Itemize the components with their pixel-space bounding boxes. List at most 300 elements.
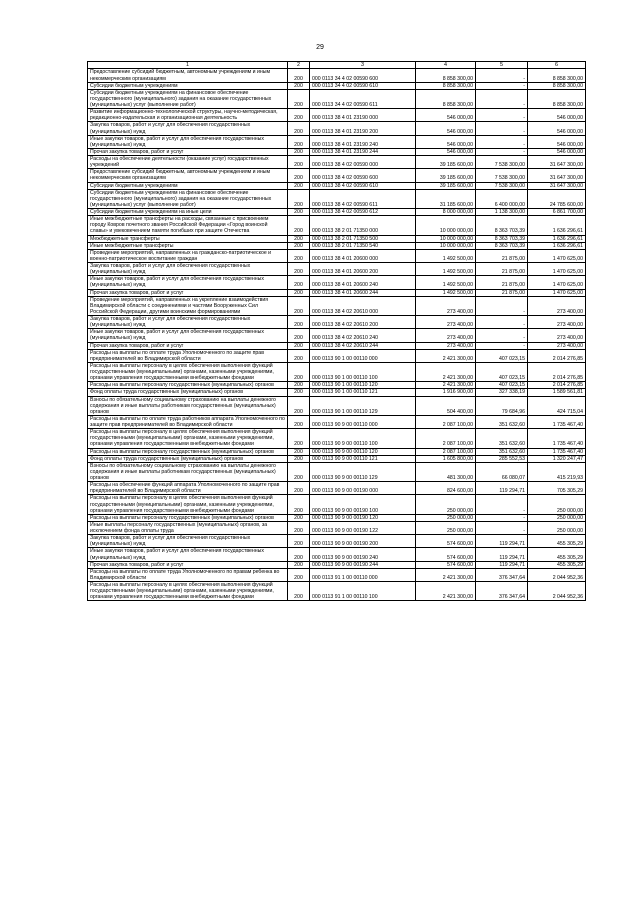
unexecuted-amount-cell: 31 647 300,00 <box>528 156 586 169</box>
table-row <box>88 235 586 242</box>
table-row <box>88 209 586 216</box>
unexecuted-amount-cell: 2 014 276,85 <box>528 382 586 389</box>
executed-amount-cell: 119 294,71 <box>476 548 528 561</box>
executed-amount-cell: 351 632,60 <box>476 415 528 428</box>
row-code-cell: 200 <box>288 462 310 481</box>
table-row <box>88 182 586 189</box>
budget-code-cell: 000 0113 90 9 00 00190 240 <box>310 548 416 561</box>
budget-code-cell: 000 0113 38 4 02 20610 240 <box>310 329 416 342</box>
executed-amount-cell: 407 023,15 <box>476 349 528 362</box>
table-row <box>88 514 586 521</box>
unexecuted-amount-cell: 1 320 247,47 <box>528 455 586 462</box>
approved-amount-cell: 10 000 000,00 <box>416 242 476 249</box>
row-code-cell: 200 <box>288 289 310 296</box>
unexecuted-amount-cell: 455 305,29 <box>528 561 586 568</box>
executed-amount-cell: - <box>476 329 528 342</box>
executed-amount-cell: - <box>476 495 528 514</box>
row-name-cell: Субсидии бюджетным учреждениям <box>88 182 288 189</box>
executed-amount-cell: 7 538 300,00 <box>476 182 528 189</box>
row-code-cell: 200 <box>288 582 310 601</box>
row-code-cell: 200 <box>288 548 310 561</box>
budget-code-cell: 000 0113 34 4 02 00590 611 <box>310 89 416 108</box>
approved-amount-cell: 1 605 800,00 <box>416 455 476 462</box>
approved-amount-cell: 8 858 300,00 <box>416 69 476 82</box>
table-row <box>88 582 586 601</box>
row-code-cell: 200 <box>288 216 310 235</box>
unexecuted-amount-cell: 1 589 561,81 <box>528 389 586 396</box>
approved-amount-cell: 574 600,00 <box>416 548 476 561</box>
budget-code-cell: 000 0113 38 4 01 20600 240 <box>310 276 416 289</box>
executed-amount-cell: 407 023,15 <box>476 362 528 381</box>
table-row <box>88 396 586 415</box>
row-name-cell: Иные закупки товаров, работ и услуг для обеспечения государственных (муниципальных) нужд <box>88 135 288 148</box>
budget-code-cell: 000 0113 91 1 00 00110 100 <box>310 582 416 601</box>
column-header: 3 <box>310 62 416 69</box>
executed-amount-cell: 66 080,07 <box>476 462 528 481</box>
budget-code-cell: 000 0113 38 4 01 20600 200 <box>310 263 416 276</box>
executed-amount-cell: - <box>476 82 528 89</box>
table-row <box>88 462 586 481</box>
unexecuted-amount-cell: 546 000,00 <box>528 135 586 148</box>
table-row <box>88 189 586 208</box>
table-row <box>88 89 586 108</box>
unexecuted-amount-cell: 250 000,00 <box>528 495 586 514</box>
row-code-cell: 200 <box>288 389 310 396</box>
row-name-cell: Предоставление субсидий бюджетным, автономным учреждениям и иным некоммерческим организациям <box>88 69 288 82</box>
approved-amount-cell: 574 600,00 <box>416 535 476 548</box>
row-code-cell: 200 <box>288 209 310 216</box>
approved-amount-cell: 2 087 100,00 <box>416 415 476 428</box>
budget-code-cell: 000 0113 90 9 00 00110 100 <box>310 429 416 448</box>
table-row <box>88 362 586 381</box>
row-name-cell: Расходы на выплаты персоналу в целях обеспечения выполнения функций государственными (муниципальными) органами, казенными учреждениями, органами управления государственными внебюджетными фондами <box>88 582 288 601</box>
row-name-cell: Иные закупки товаров, работ и услуг для обеспечения государственных (муниципальных) нужд <box>88 548 288 561</box>
unexecuted-amount-cell: 6 861 700,00 <box>528 209 586 216</box>
row-name-cell: Иные закупки товаров, работ и услуг для обеспечения государственных (муниципальных) нужд <box>88 276 288 289</box>
row-name-cell: Иные межбюджетные трансферты <box>88 242 288 249</box>
row-name-cell: Расходы на выплаты по оплате труда Уполномоченного по правам ребенка во Владимирской области <box>88 568 288 581</box>
budget-code-cell: 000 0113 90 1 00 00110 129 <box>310 396 416 415</box>
row-code-cell: 200 <box>288 169 310 182</box>
executed-amount-cell: 407 023,15 <box>476 382 528 389</box>
row-name-cell: Расходы на выплаты персоналу в целях обеспечения выполнения функций государственными (муниципальными) органами, казенными учреждениями, органами управления государственными внебюджетными фондами <box>88 495 288 514</box>
row-name-cell: Иные выплаты персоналу государственных (муниципальных) органов, за исключением фонда оплаты труда <box>88 521 288 534</box>
unexecuted-amount-cell: 273 400,00 <box>528 342 586 349</box>
row-code-cell: 200 <box>288 276 310 289</box>
executed-amount-cell: 21 875,00 <box>476 276 528 289</box>
unexecuted-amount-cell: 273 400,00 <box>528 296 586 315</box>
executed-amount-cell: - <box>476 109 528 122</box>
unexecuted-amount-cell: 1 636 296,61 <box>528 216 586 235</box>
row-name-cell: Закупка товаров, работ и услуг для обеспечения государственных (муниципальных) нужд <box>88 122 288 135</box>
executed-amount-cell: 119 294,71 <box>476 482 528 495</box>
row-code-cell: 200 <box>288 89 310 108</box>
unexecuted-amount-cell: 2 014 276,85 <box>528 349 586 362</box>
executed-amount-cell: 21 875,00 <box>476 249 528 262</box>
row-name-cell: Субсидии бюджетным учреждениям на финансовое обеспечение государственного (муниципального) задания на оказание государственных (муниципальных) услуг (выполнение работ) <box>88 89 288 108</box>
row-code-cell: 200 <box>288 495 310 514</box>
row-name-cell: Предоставление субсидий бюджетным, автономным учреждениям и иным некоммерческим организациям <box>88 169 288 182</box>
budget-code-cell: 000 0113 38 4 02 20610 000 <box>310 296 416 315</box>
row-code-cell: 200 <box>288 329 310 342</box>
row-code-cell: 200 <box>288 109 310 122</box>
budget-code-cell: 000 0113 38 2 01 71350 000 <box>310 216 416 235</box>
budget-code-cell: 000 0113 38 4 01 23190 000 <box>310 109 416 122</box>
unexecuted-amount-cell: 2 014 276,85 <box>528 362 586 381</box>
table-row <box>88 263 586 276</box>
row-name-cell: Закупка товаров, работ и услуг для обеспечения государственных (муниципальных) нужд <box>88 263 288 276</box>
executed-amount-cell: - <box>476 89 528 108</box>
unexecuted-amount-cell: 415 219,93 <box>528 462 586 481</box>
unexecuted-amount-cell: 546 000,00 <box>528 148 586 155</box>
row-name-cell: Прочая закупка товаров, работ и услуг <box>88 148 288 155</box>
row-code-cell: 200 <box>288 296 310 315</box>
budget-code-cell: 000 0113 38 4 02 20610 244 <box>310 342 416 349</box>
row-name-cell: Взносы по обязательному социальному страхованию на выплаты денежного содержания и иные выплаты работникам государственных (муниципальных) органов <box>88 396 288 415</box>
row-code-cell: 200 <box>288 235 310 242</box>
approved-amount-cell: 1 492 500,00 <box>416 263 476 276</box>
row-code-cell: 200 <box>288 156 310 169</box>
column-header: 5 <box>476 62 528 69</box>
executed-amount-cell: 119 294,71 <box>476 535 528 548</box>
unexecuted-amount-cell: 1 735 467,40 <box>528 448 586 455</box>
table-row <box>88 69 586 82</box>
unexecuted-amount-cell: 424 715,04 <box>528 396 586 415</box>
budget-code-cell: 000 0113 38 4 02 00590 000 <box>310 156 416 169</box>
approved-amount-cell: 2 421 300,00 <box>416 582 476 601</box>
unexecuted-amount-cell: 273 400,00 <box>528 316 586 329</box>
table-row <box>88 216 586 235</box>
table-row <box>88 242 586 249</box>
executed-amount-cell: - <box>476 148 528 155</box>
row-name-cell: Субсидии бюджетным учреждениям на иные цели <box>88 209 288 216</box>
budget-code-cell: 000 0113 90 9 00 00190 120 <box>310 514 416 521</box>
row-code-cell: 200 <box>288 561 310 568</box>
row-code-cell: 200 <box>288 514 310 521</box>
column-number-row <box>88 62 586 69</box>
table-row <box>88 276 586 289</box>
column-header: 4 <box>416 62 476 69</box>
row-code-cell: 200 <box>288 455 310 462</box>
table-row <box>88 521 586 534</box>
approved-amount-cell: 2 421 300,00 <box>416 568 476 581</box>
row-name-cell: Расходы на обеспечение функций аппарата Уполномоченного по защите прав предпринимателей во Владимирской области <box>88 482 288 495</box>
row-name-cell: Закупка товаров, работ и услуг для обеспечения государственных (муниципальных) нужд <box>88 535 288 548</box>
approved-amount-cell: 546 000,00 <box>416 122 476 135</box>
approved-amount-cell: 546 000,00 <box>416 109 476 122</box>
table-row <box>88 148 586 155</box>
executed-amount-cell: 351 632,60 <box>476 429 528 448</box>
approved-amount-cell: 2 421 300,00 <box>416 349 476 362</box>
budget-code-cell: 000 0113 90 1 00 00110 000 <box>310 349 416 362</box>
budget-code-cell: 000 0113 38 4 02 00590 612 <box>310 209 416 216</box>
row-code-cell: 200 <box>288 263 310 276</box>
approved-amount-cell: 824 600,00 <box>416 482 476 495</box>
budget-code-cell: 000 0113 38 4 01 23190 200 <box>310 122 416 135</box>
approved-amount-cell: 273 400,00 <box>416 316 476 329</box>
budget-code-cell: 000 0113 90 9 00 00190 200 <box>310 535 416 548</box>
budget-code-cell: 000 0113 90 9 00 00110 121 <box>310 455 416 462</box>
unexecuted-amount-cell: 546 000,00 <box>528 109 586 122</box>
executed-amount-cell: 8 363 703,39 <box>476 216 528 235</box>
executed-amount-cell: 79 684,96 <box>476 396 528 415</box>
row-name-cell: Расходы на выплаты персоналу государственных (муниципальных) органов <box>88 448 288 455</box>
approved-amount-cell: 10 000 000,00 <box>416 235 476 242</box>
approved-amount-cell: 31 185 600,00 <box>416 189 476 208</box>
row-name-cell: Расходы на выплаты персоналу государственных (муниципальных) органов <box>88 382 288 389</box>
row-code-cell: 200 <box>288 342 310 349</box>
row-code-cell: 200 <box>288 122 310 135</box>
table-row <box>88 448 586 455</box>
budget-code-cell: 000 0113 90 9 00 00190 244 <box>310 561 416 568</box>
row-code-cell: 200 <box>288 349 310 362</box>
budget-code-cell: 000 0113 90 9 00 00190 000 <box>310 482 416 495</box>
row-name-cell: Фонд оплаты труда государственных (муниципальных) органов <box>88 389 288 396</box>
row-name-cell: Прочая закупка товаров, работ и услуг <box>88 561 288 568</box>
approved-amount-cell: 250 000,00 <box>416 514 476 521</box>
table-row <box>88 289 586 296</box>
table-row <box>88 568 586 581</box>
row-name-cell: Расходы на выплаты персоналу государственных (муниципальных) органов <box>88 514 288 521</box>
executed-amount-cell: - <box>476 69 528 82</box>
unexecuted-amount-cell: 250 000,00 <box>528 514 586 521</box>
budget-code-cell: 000 0113 38 2 01 71350 540 <box>310 242 416 249</box>
approved-amount-cell: 2 421 300,00 <box>416 382 476 389</box>
executed-amount-cell: 327 338,19 <box>476 389 528 396</box>
executed-amount-cell: 1 138 300,00 <box>476 209 528 216</box>
unexecuted-amount-cell: 31 647 300,00 <box>528 169 586 182</box>
table-header <box>88 62 586 69</box>
executed-amount-cell: 285 552,53 <box>476 455 528 462</box>
executed-amount-cell: - <box>476 342 528 349</box>
budget-code-cell: 000 0113 90 9 00 00110 120 <box>310 448 416 455</box>
table-row <box>88 329 586 342</box>
approved-amount-cell: 8 858 300,00 <box>416 82 476 89</box>
executed-amount-cell: - <box>476 296 528 315</box>
executed-amount-cell: 21 875,00 <box>476 289 528 296</box>
table-row <box>88 342 586 349</box>
approved-amount-cell: 546 000,00 <box>416 135 476 148</box>
unexecuted-amount-cell: 455 305,29 <box>528 548 586 561</box>
budget-code-cell: 000 0113 34 4 02 00590 610 <box>310 82 416 89</box>
unexecuted-amount-cell: 1 470 625,00 <box>528 289 586 296</box>
budget-code-cell: 000 0113 90 9 00 00110 000 <box>310 415 416 428</box>
approved-amount-cell: 546 000,00 <box>416 148 476 155</box>
unexecuted-amount-cell: 8 858 300,00 <box>528 69 586 82</box>
row-name-cell: Субсидии бюджетным учреждениям <box>88 82 288 89</box>
approved-amount-cell: 39 185 600,00 <box>416 156 476 169</box>
approved-amount-cell: 2 087 100,00 <box>416 448 476 455</box>
approved-amount-cell: 273 400,00 <box>416 329 476 342</box>
executed-amount-cell: 21 875,00 <box>476 263 528 276</box>
table-row <box>88 135 586 148</box>
unexecuted-amount-cell: 1 636 296,61 <box>528 235 586 242</box>
row-code-cell: 200 <box>288 535 310 548</box>
column-header: 6 <box>528 62 586 69</box>
table-row <box>88 122 586 135</box>
executed-amount-cell: - <box>476 122 528 135</box>
executed-amount-cell: 376 347,64 <box>476 582 528 601</box>
unexecuted-amount-cell: 31 647 300,00 <box>528 182 586 189</box>
approved-amount-cell: 1 492 500,00 <box>416 289 476 296</box>
unexecuted-amount-cell: 273 400,00 <box>528 329 586 342</box>
row-name-cell: Проведение мероприятий, направленных на укрепление взаимодействия Владимирской области с соединениями и частями Вооруженных Сил Российской Федерации, другими воинскими формированиями <box>88 296 288 315</box>
row-code-cell: 200 <box>288 396 310 415</box>
row-name-cell: Закупка товаров, работ и услуг для обеспечения государственных (муниципальных) нужд <box>88 316 288 329</box>
table-row <box>88 349 586 362</box>
row-code-cell: 200 <box>288 429 310 448</box>
budget-code-cell: 000 0113 91 1 00 00110 000 <box>310 568 416 581</box>
table-row <box>88 455 586 462</box>
table-row <box>88 169 586 182</box>
approved-amount-cell: 10 000 000,00 <box>416 216 476 235</box>
row-code-cell: 200 <box>288 69 310 82</box>
unexecuted-amount-cell: 455 305,29 <box>528 535 586 548</box>
row-name-cell: Прочая закупка товаров, работ и услуг <box>88 342 288 349</box>
row-code-cell: 200 <box>288 482 310 495</box>
approved-amount-cell: 273 400,00 <box>416 296 476 315</box>
row-code-cell: 200 <box>288 249 310 262</box>
row-code-cell: 200 <box>288 148 310 155</box>
row-name-cell: Иные межбюджетные трансферты на расходы, связанные с присвоением городу Ковров почетного звания Российской Федерации «Город воинской славы» и увековечением памяти погибших при защите Отечества <box>88 216 288 235</box>
budget-code-cell: 000 0113 90 9 00 00190 122 <box>310 521 416 534</box>
table-body <box>88 69 586 601</box>
column-header: 1 <box>88 62 288 69</box>
approved-amount-cell: 39 185 600,00 <box>416 169 476 182</box>
executed-amount-cell: 8 363 703,39 <box>476 235 528 242</box>
unexecuted-amount-cell: 705 305,29 <box>528 482 586 495</box>
unexecuted-amount-cell: 1 735 467,40 <box>528 429 586 448</box>
budget-code-cell: 000 0113 38 4 02 00590 610 <box>310 182 416 189</box>
approved-amount-cell: 481 300,00 <box>416 462 476 481</box>
row-name-cell: Иные закупки товаров, работ и услуг для обеспечения государственных (муниципальных) нужд <box>88 329 288 342</box>
row-name-cell: Расходы на выплаты персоналу в целях обеспечения выполнения функций государственными (муниципальными) органами, казенными учреждениями, органами управления государственными внебюджетными фондами <box>88 429 288 448</box>
executed-amount-cell: - <box>476 521 528 534</box>
table-row <box>88 316 586 329</box>
unexecuted-amount-cell: 1 470 625,00 <box>528 276 586 289</box>
approved-amount-cell: 2 087 100,00 <box>416 429 476 448</box>
table-row <box>88 296 586 315</box>
row-code-cell: 200 <box>288 568 310 581</box>
unexecuted-amount-cell: 8 858 300,00 <box>528 82 586 89</box>
table-row <box>88 495 586 514</box>
table-row <box>88 415 586 428</box>
unexecuted-amount-cell: 250 000,00 <box>528 521 586 534</box>
row-name-cell: Субсидии бюджетным учреждениям на финансовое обеспечение государственного (муниципального) задания на оказание государственных (муниципальных) услуг (выполнение работ) <box>88 189 288 208</box>
unexecuted-amount-cell: 1 470 625,00 <box>528 249 586 262</box>
approved-amount-cell: 39 185 600,00 <box>416 182 476 189</box>
budget-code-cell: 000 0113 38 4 01 23190 240 <box>310 135 416 148</box>
table-row <box>88 82 586 89</box>
executed-amount-cell: 351 632,60 <box>476 448 528 455</box>
column-header: 2 <box>288 62 310 69</box>
unexecuted-amount-cell: 24 785 600,00 <box>528 189 586 208</box>
table-row <box>88 389 586 396</box>
row-code-cell: 200 <box>288 189 310 208</box>
approved-amount-cell: 1 492 500,00 <box>416 276 476 289</box>
row-code-cell: 200 <box>288 362 310 381</box>
row-name-cell: Взносы по обязательному социальному страхованию на выплаты денежного содержания и иные выплаты работникам государственных (муниципальных) органов <box>88 462 288 481</box>
executed-amount-cell: 6 400 000,00 <box>476 189 528 208</box>
approved-amount-cell: 1 492 500,00 <box>416 249 476 262</box>
row-code-cell: 200 <box>288 448 310 455</box>
table-row <box>88 382 586 389</box>
row-name-cell: Расходы на выплаты персоналу в целях обеспечения выполнения функций государственными (муниципальными) органами, казенными учреждениями, органами управления государственными внебюджетными фондами <box>88 362 288 381</box>
row-code-cell: 200 <box>288 135 310 148</box>
executed-amount-cell: - <box>476 316 528 329</box>
executed-amount-cell: 376 347,64 <box>476 568 528 581</box>
unexecuted-amount-cell: 2 044 952,36 <box>528 568 586 581</box>
unexecuted-amount-cell: 1 470 625,00 <box>528 263 586 276</box>
unexecuted-amount-cell: 8 858 300,00 <box>528 89 586 108</box>
row-name-cell: Межбюджетные трансферты <box>88 235 288 242</box>
row-code-cell: 200 <box>288 82 310 89</box>
budget-code-cell: 000 0113 38 4 01 20600 244 <box>310 289 416 296</box>
table-row <box>88 249 586 262</box>
executed-amount-cell: 8 363 703,39 <box>476 242 528 249</box>
table-row <box>88 429 586 448</box>
executed-amount-cell: 7 538 300,00 <box>476 156 528 169</box>
budget-code-cell: 000 0113 34 4 02 00590 600 <box>310 69 416 82</box>
budget-code-cell: 000 0113 90 9 00 00110 129 <box>310 462 416 481</box>
row-code-cell: 200 <box>288 521 310 534</box>
row-code-cell: 200 <box>288 382 310 389</box>
table-row <box>88 535 586 548</box>
row-name-cell: Прочая закупка товаров, работ и услуг <box>88 289 288 296</box>
budget-code-cell: 000 0113 90 1 00 00110 121 <box>310 389 416 396</box>
row-name-cell: Развитие информационно-технологической структуры, научно-методическая, редакционно-издательская и организационная деятельность <box>88 109 288 122</box>
row-name-cell: Расходы на выплаты по оплате труда Уполномоченного по защите прав предпринимателей во Владимирской области <box>88 349 288 362</box>
table-row <box>88 156 586 169</box>
page-number: 29 <box>316 44 324 51</box>
executed-amount-cell: 119 294,71 <box>476 561 528 568</box>
approved-amount-cell: 250 000,00 <box>416 521 476 534</box>
row-code-cell: 200 <box>288 182 310 189</box>
approved-amount-cell: 504 400,00 <box>416 396 476 415</box>
budget-code-cell: 000 0113 90 1 00 00110 120 <box>310 382 416 389</box>
budget-code-cell: 000 0113 38 4 02 00590 611 <box>310 189 416 208</box>
budget-code-cell: 000 0113 90 9 00 00190 100 <box>310 495 416 514</box>
approved-amount-cell: 273 400,00 <box>416 342 476 349</box>
budget-table <box>87 61 586 601</box>
budget-code-cell: 000 0113 38 2 01 71350 500 <box>310 235 416 242</box>
budget-code-cell: 000 0113 90 1 00 00110 100 <box>310 362 416 381</box>
budget-code-cell: 000 0113 38 4 02 00590 600 <box>310 169 416 182</box>
executed-amount-cell: - <box>476 135 528 148</box>
approved-amount-cell: 2 421 300,00 <box>416 362 476 381</box>
unexecuted-amount-cell: 1 735 467,40 <box>528 415 586 428</box>
row-name-cell: Расходы на выплаты по оплате труда работников аппарата Уполномоченного по защите прав предпринимателей во Владимирской области <box>88 415 288 428</box>
budget-code-cell: 000 0113 38 4 02 20610 200 <box>310 316 416 329</box>
approved-amount-cell: 250 000,00 <box>416 495 476 514</box>
table-row <box>88 561 586 568</box>
row-code-cell: 200 <box>288 316 310 329</box>
approved-amount-cell: 574 600,00 <box>416 561 476 568</box>
table-row <box>88 548 586 561</box>
budget-code-cell: 000 0113 38 4 01 23190 244 <box>310 148 416 155</box>
row-name-cell: Проведение мероприятий, направленных на гражданско-патриотическое и военно-патриотическое воспитание граждан <box>88 249 288 262</box>
row-code-cell: 200 <box>288 415 310 428</box>
unexecuted-amount-cell: 2 044 952,36 <box>528 582 586 601</box>
table-row <box>88 109 586 122</box>
approved-amount-cell: 8 858 300,00 <box>416 89 476 108</box>
unexecuted-amount-cell: 546 000,00 <box>528 122 586 135</box>
row-name-cell: Фонд оплаты труда государственных (муниципальных) органов <box>88 455 288 462</box>
approved-amount-cell: 8 000 000,00 <box>416 209 476 216</box>
unexecuted-amount-cell: 1 636 296,61 <box>528 242 586 249</box>
budget-code-cell: 000 0113 38 4 01 20600 000 <box>310 249 416 262</box>
row-name-cell: Расходы на обеспечение деятельности (оказание услуг) государственных учреждений <box>88 156 288 169</box>
